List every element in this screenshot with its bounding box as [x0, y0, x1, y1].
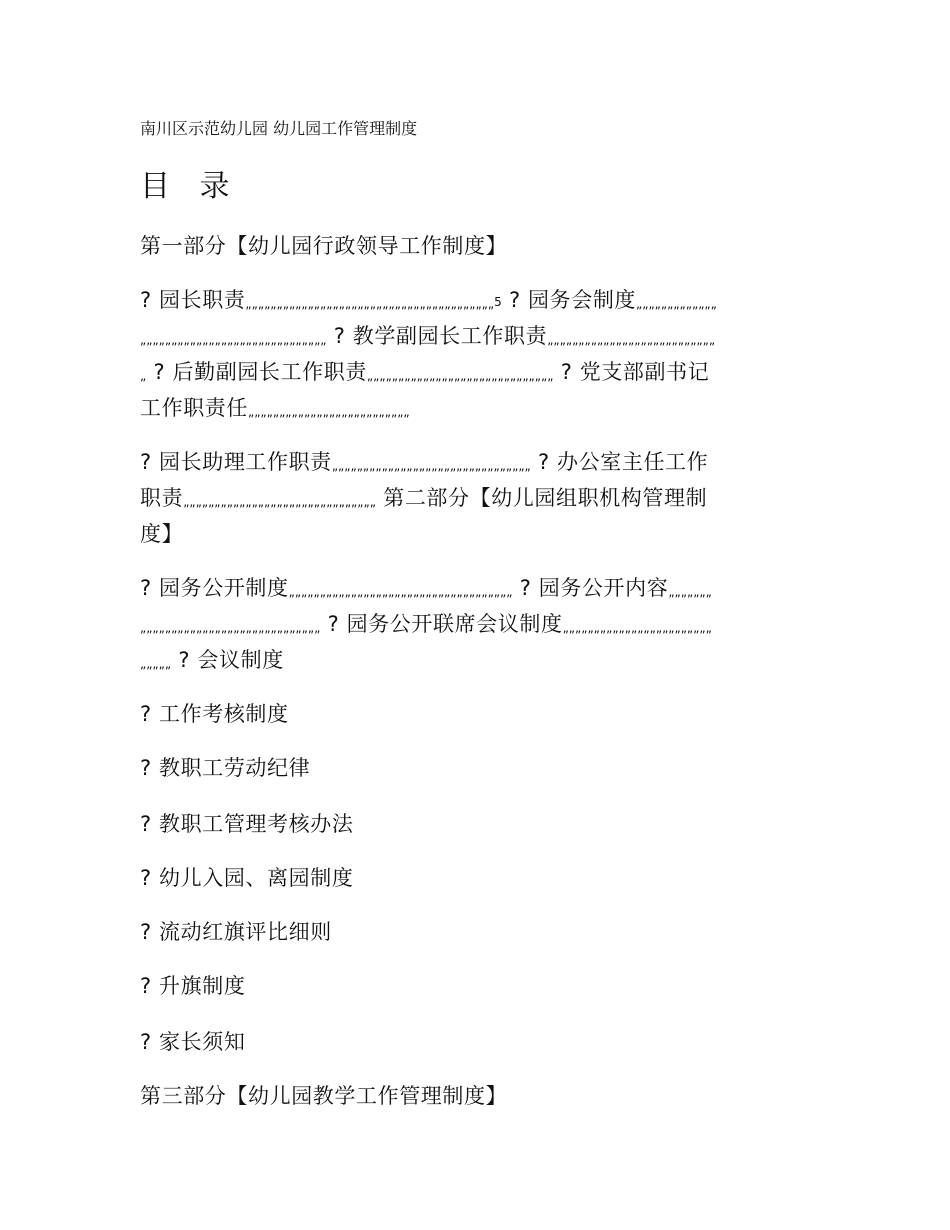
toc-line — [140, 972, 245, 1000]
toc-line — [140, 646, 284, 678]
toc-entry-text: ? 升旗制度 — [140, 974, 246, 998]
leader-dots: „„„„„„„„„„„„„„„„„„„„„„„„„„„ — [547, 333, 716, 347]
toc-entry-text: ? 幼儿入园、离园制度 — [140, 866, 354, 890]
page-number: 5 — [494, 295, 502, 309]
leader-dots: „„„„„„„„„„„„„„„„„„„„„„„„„„ — [248, 405, 410, 419]
leader-dots: „„„„„„„„„„„„„„„„„„„„„„„„„„„„„ — [140, 621, 321, 635]
document-header: 南川区示范幼儿园 幼儿园工作管理制度 — [140, 119, 418, 138]
toc-entry-text: ? 会议制度 — [171, 648, 284, 672]
toc-line — [140, 286, 717, 318]
toc-entry-text: ? 教职工管理考核办法 — [140, 812, 354, 836]
toc-entry-text: ? 园务公开联席会议制度 — [320, 612, 563, 636]
leader-dots: „„„„„„„„„„„„„„„„„„„„„„„„„„„„„„„„„„„„„„„„ — [245, 297, 495, 311]
toc-entry-text: ? 园长职责 — [140, 288, 246, 312]
toc-line — [140, 358, 709, 390]
leader-dots: „„„„„„„„„„„„„„„„„„„„„„„„„„„„„„„ — [183, 495, 376, 509]
toc-line — [140, 864, 353, 892]
toc-entry-text: ? 后勤副园长工作职责 — [146, 360, 367, 384]
toc-entry-text: ? 教学副园长工作职责 — [326, 324, 548, 348]
toc-entry-text: ? 园务公开内容 — [512, 576, 669, 600]
toc-entry-text: ? 办公室主任工作 — [530, 450, 709, 474]
toc-title: 目 录 — [140, 169, 240, 204]
toc-entry-text: ? 教职工劳动纪律 — [140, 756, 311, 780]
toc-line — [140, 810, 353, 838]
toc-entry-text: ? 党支部副书记 — [553, 360, 710, 384]
toc-entry-text: 第三部分【幼儿园教学工作管理制度】 — [140, 1084, 508, 1108]
toc-entry-text: 第二部分【幼儿园组职机构管理制 — [375, 486, 708, 510]
toc-line — [140, 574, 712, 606]
toc-line — [140, 520, 183, 548]
toc-entry-text: ? 园长助理工作职责 — [140, 450, 332, 474]
toc-line — [140, 754, 310, 782]
toc-line — [140, 394, 410, 426]
leader-dots: „„„„„„„„„„„„„„„„„„„„„„„„„„„„„„„„„„„„ — [288, 585, 513, 599]
toc-line — [140, 918, 332, 946]
toc-line — [140, 232, 507, 260]
leader-dots: „„„„„„„„„„„„„„„„„„„„„„„„„„„„„„„„ — [331, 459, 531, 473]
leader-dots: „„„„„„„„„„„„„„„„„„„„„„„„„„„„„„ — [140, 333, 327, 347]
toc-entry-text: ? 家长须知 — [140, 1030, 246, 1054]
toc-line — [140, 700, 289, 728]
toc-entry-text: ? 流动红旗评比细则 — [140, 920, 332, 944]
leader-dots: „„„„„„„„„„„„„„„„„„„„„„„„„„„„„„ — [366, 369, 554, 383]
toc-line — [140, 610, 712, 642]
toc-line — [140, 484, 707, 516]
toc-line — [140, 1028, 245, 1056]
toc-entry-text: 工作职责任 — [140, 396, 248, 420]
toc-entry-text: ? 园务公开制度 — [140, 576, 289, 600]
leader-dots: „„„„„ — [140, 657, 172, 671]
toc-line — [140, 1082, 507, 1110]
leader-dots: „ — [140, 369, 147, 383]
toc-line — [140, 448, 708, 480]
toc-entry-text: 职责 — [140, 486, 184, 510]
leader-dots: „„„„„„„ — [668, 585, 712, 599]
toc-line — [140, 322, 715, 354]
toc-entry-text: ? 工作考核制度 — [140, 702, 289, 726]
leader-dots: „„„„„„„„„„„„„ — [636, 297, 717, 311]
toc-entry-text: 度】 — [140, 522, 184, 546]
leader-dots: „„„„„„„„„„„„„„„„„„„„„„„„ — [562, 621, 712, 635]
toc-entry-text: ? 园务会制度 — [501, 288, 637, 312]
toc-entry-text: 第一部分【幼儿园行政领导工作制度】 — [140, 234, 508, 258]
